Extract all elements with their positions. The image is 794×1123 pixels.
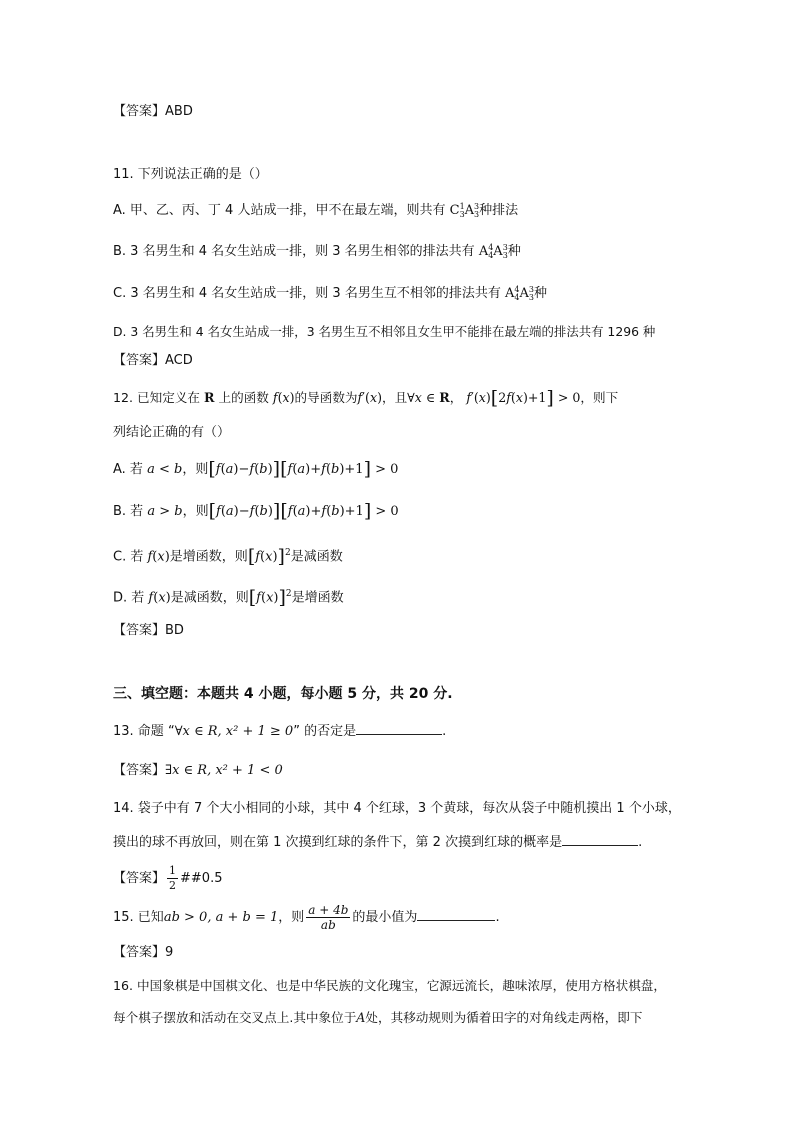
q12-answer: BD	[165, 623, 184, 638]
q14-answer-suffix: ##0.5	[180, 871, 223, 886]
q12-option-a: A. 若 a < b，则[f(a)−f(b)][f(a)+f(b)+1] > 0	[113, 458, 399, 480]
q12-option-c: C. 若 f(x)是增函数，则$[f(x)]^2$是减函数	[113, 545, 343, 568]
q12-fx: f	[272, 390, 278, 405]
answer-tag: 【答案】	[113, 104, 166, 119]
q14-answer-line: 【答案】 $\frac{1}{2}$ ##0.5	[113, 864, 223, 892]
q13-answer: ∃x ∈ R, x² + 1 < 0	[165, 763, 283, 778]
q12-option-d: D. 若 f(x)是减函数，则$[f(x)]^2$是增函数	[113, 586, 344, 609]
q16-line-2: 每个棋子摆放和活动在交叉点上.其中象位于A处，其移动规则为循着田字的对角线走两格，即下	[113, 1010, 643, 1025]
q15-stem: 15. 已知ab > 0, a + b = 1，则 $\frac{a + 4b}{ab}$ 的最小值为 .	[113, 903, 500, 932]
section-3-title: 三、填空题：本题共 4 小题，每小题 5 分，共 20 分.	[113, 686, 453, 702]
q10-answer: ABD	[165, 104, 193, 119]
q14-line-1: 14. 袋子中有 7 个大小相同的小球，其中 4 个红球，3 个黄球，每次从袋子中随机摸出 1 个小球，	[113, 801, 681, 816]
q14-answer-fraction: $\frac{1}{2}$	[169, 864, 177, 892]
q15-answer: 9	[165, 945, 174, 960]
q11-option-b: B. 3 名男生和 4 名女生站成一排，则 3 名男生相邻的排法共有 A4 4A3 3种	[113, 242, 521, 260]
q11-answer: ACD	[165, 353, 193, 368]
q16-line-1: 16. 中国象棋是中国棋文化、也是中华民族的文化瑰宝，它源远流长，趣味浓厚，使用方格状棋盘，	[113, 978, 666, 993]
q13-blank[interactable]	[356, 720, 442, 735]
q12-answer-line: 【答案】BD	[113, 623, 184, 638]
q14-line-2: 摸出的球不再放回，则在第 1 次摸到红球的条件下，第 2 次摸到红球的概率是 .	[113, 831, 642, 853]
q11-b-formula: A4 4A3 3	[478, 242, 508, 260]
q12-stem-line2: 列结论正确的有（）	[113, 425, 231, 440]
q13-stem: 13. 命题 “∀x ∈ R, x² + 1 ≥ 0” 的否定是 .	[113, 720, 446, 742]
q13-answer-line: 【答案】∃x ∈ R, x² + 1 < 0	[113, 763, 283, 778]
q13-formula: ∀x ∈ R, x² + 1 ≥ 0	[174, 724, 294, 739]
q11-a-formula: C1 3A3 3	[449, 201, 480, 219]
q15-blank[interactable]	[417, 906, 495, 921]
q11-option-d: D. 3 名男生和 4 名女生站成一排，3 名男生互不相邻且女生甲不能排在最左端的排法共有 1296 种	[113, 324, 656, 339]
q11-answer-line: 【答案】ACD	[113, 353, 193, 368]
q10-answer-line	[113, 102, 193, 122]
q12-option-b: B. 若 a > b，则[f(a)−f(b)][f(a)+f(b)+1] > 0	[113, 500, 399, 522]
q11-option-c: C. 3 名男生和 4 名女生站成一排，则 3 名男生互不相邻的排法共有 A4 4A3 3种	[113, 284, 547, 302]
q11-stem: 11. 下列说法正确的是（）	[113, 167, 268, 182]
q15-fraction: $\frac{a + 4b}{ab}$	[308, 903, 349, 932]
q15-answer-line: 【答案】9	[113, 945, 174, 960]
q14-blank[interactable]	[562, 831, 638, 846]
q11-c-formula: A4 4A3 3	[504, 284, 534, 302]
q12-stem: 12. 已知定义在 R 上的函数 f(x)的导函数为f′(x)，且∀x ∈ R， f′(x)[2f(x)+1] > 0，则下	[113, 387, 619, 409]
q11-option-a: A. 甲、乙、丙、丁 4 人站成一排，甲不在最左端，则共有 C1 3A3 3种排法	[113, 201, 519, 219]
